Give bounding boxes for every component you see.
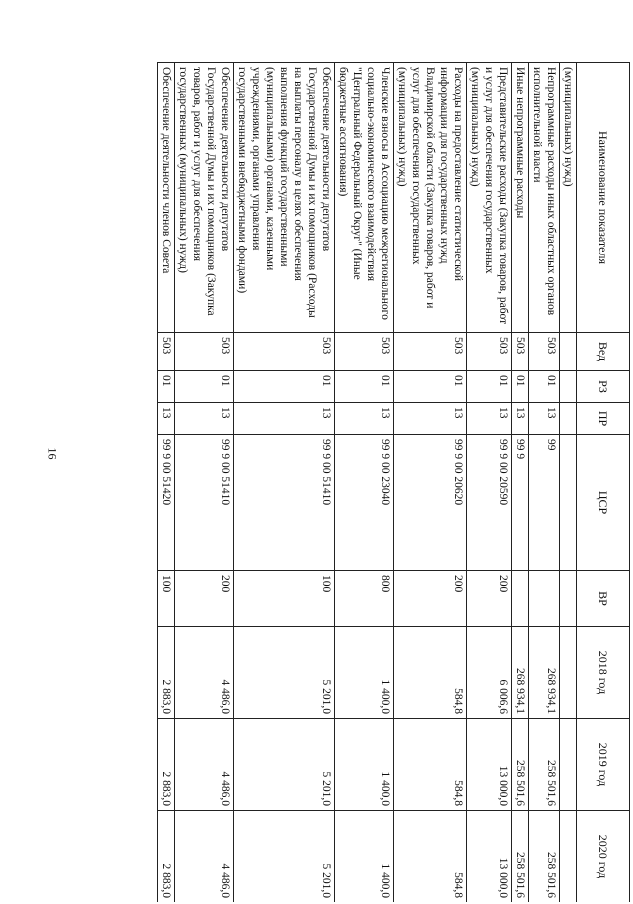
cell-2019: 4 486,0 bbox=[175, 719, 234, 811]
cell-2018: 2 883,0 bbox=[158, 627, 175, 719]
cell-csr bbox=[560, 435, 577, 571]
cell-2019: 13 000,0 bbox=[467, 719, 512, 811]
cell-2020: 4 486,0 bbox=[175, 811, 234, 903]
cell-rz: 01 bbox=[175, 371, 234, 403]
cell-2018: 268 934,1 bbox=[512, 627, 529, 719]
cell-ved: 503 bbox=[394, 333, 467, 371]
header-name: Наименование показателя bbox=[577, 63, 630, 333]
cell-rz: 01 bbox=[234, 371, 335, 403]
cell-csr: 99 9 00 20620 bbox=[394, 435, 467, 571]
cell-vr: 200 bbox=[175, 571, 234, 627]
cell-2020: 1 400,0 bbox=[335, 811, 394, 903]
cell-name: Иные непрограммные расходы bbox=[512, 63, 529, 333]
cell-pr: 13 bbox=[467, 403, 512, 435]
cell-ved: 503 bbox=[335, 333, 394, 371]
header-2020: 2020 год bbox=[577, 811, 630, 903]
cell-2018: 4 486,0 bbox=[175, 627, 234, 719]
cell-name: Обеспечение деятельности депутатов Государственной Думы и их помощников (Расходы на выплаты персоналу в целях обеспечения выполнения функций государственными (муниципальными) органами, казенными учреждениями, органами управления государственными внебюджетными фондами) bbox=[234, 63, 335, 333]
table-header-row bbox=[577, 63, 630, 903]
table-row bbox=[394, 63, 467, 903]
cell-2018: 1 400,0 bbox=[335, 627, 394, 719]
header-rz: РЗ bbox=[577, 371, 630, 403]
cell-2020: 13 000,0 bbox=[467, 811, 512, 903]
cell-name: Расходы на предоставление статистической информации для государственных нужд Владимирской области (Закупка товаров, работ и услуг для обеспечения государственных (муниципальных) нужд) bbox=[394, 63, 467, 333]
cell-rz: 01 bbox=[529, 371, 560, 403]
cell-csr: 99 9 00 23040 bbox=[335, 435, 394, 571]
cell-2020: 584,8 bbox=[394, 811, 467, 903]
cell-name: (муниципальных) нужд) bbox=[560, 63, 577, 333]
cell-2018: 5 201,0 bbox=[234, 627, 335, 719]
header-vr: ВР bbox=[577, 571, 630, 627]
cell-csr: 99 9 00 20590 bbox=[467, 435, 512, 571]
cell-2018: 268 934,1 bbox=[529, 627, 560, 719]
cell-vr: 100 bbox=[158, 571, 175, 627]
cell-rz: 01 bbox=[512, 371, 529, 403]
cell-2019 bbox=[560, 719, 577, 811]
table-row bbox=[529, 63, 560, 903]
cell-2018: 584,8 bbox=[394, 627, 467, 719]
cell-2020: 2 883,0 bbox=[158, 811, 175, 903]
cell-2019: 5 201,0 bbox=[234, 719, 335, 811]
cell-pr: 13 bbox=[512, 403, 529, 435]
cell-csr: 99 9 00 51410 bbox=[175, 435, 234, 571]
page-number: 16 bbox=[45, 447, 60, 460]
cell-vr: 200 bbox=[467, 571, 512, 627]
cell-name: Представительские расходы (Закупка товаров, работ и услуг для обеспечения государственных (муниципальных) нужд) bbox=[467, 63, 512, 333]
cell-rz: 01 bbox=[158, 371, 175, 403]
cell-vr: 100 bbox=[234, 571, 335, 627]
cell-pr: 13 bbox=[394, 403, 467, 435]
cell-ved: 503 bbox=[158, 333, 175, 371]
cell-2019: 258 501,6 bbox=[529, 719, 560, 811]
cell-rz bbox=[560, 371, 577, 403]
cell-vr bbox=[560, 571, 577, 627]
table-row bbox=[335, 63, 394, 903]
cell-ved: 503 bbox=[234, 333, 335, 371]
cell-2020: 258 501,6 bbox=[529, 811, 560, 903]
cell-2019: 1 400,0 bbox=[335, 719, 394, 811]
header-2019: 2019 год bbox=[577, 719, 630, 811]
cell-2018 bbox=[560, 627, 577, 719]
cell-pr: 13 bbox=[529, 403, 560, 435]
cell-vr: 800 bbox=[335, 571, 394, 627]
table-row bbox=[234, 63, 335, 903]
cell-ved: 503 bbox=[512, 333, 529, 371]
cell-2019: 258 501,6 bbox=[512, 719, 529, 811]
cell-name: Обеспечение деятельности членов Совета bbox=[158, 63, 175, 333]
cell-ved: 503 bbox=[467, 333, 512, 371]
budget-table bbox=[157, 62, 630, 902]
cell-csr: 99 9 00 51420 bbox=[158, 435, 175, 571]
table-row bbox=[512, 63, 529, 903]
cell-vr bbox=[512, 571, 529, 627]
cell-name: Обеспечение деятельности депутатов Государственной Думы и их помощников (Закупка товаров, работ и услуг для обеспечения государственных (муниципальных) нужд) bbox=[175, 63, 234, 333]
cell-ved bbox=[560, 333, 577, 371]
cell-vr: 200 bbox=[394, 571, 467, 627]
table-row bbox=[158, 63, 175, 903]
cell-name: Непрограммные расходы иных областных органов исполнительной власти bbox=[529, 63, 560, 333]
cell-2020 bbox=[560, 811, 577, 903]
header-csr: ЦСР bbox=[577, 435, 630, 571]
cell-rz: 01 bbox=[394, 371, 467, 403]
cell-vr bbox=[529, 571, 560, 627]
table-row bbox=[467, 63, 512, 903]
cell-2020: 258 501,6 bbox=[512, 811, 529, 903]
cell-rz: 01 bbox=[467, 371, 512, 403]
table-row bbox=[175, 63, 234, 903]
header-ved: Вед bbox=[577, 333, 630, 371]
cell-pr: 13 bbox=[158, 403, 175, 435]
header-pr: ПР bbox=[577, 403, 630, 435]
cell-pr: 13 bbox=[335, 403, 394, 435]
cell-pr bbox=[560, 403, 577, 435]
table-row bbox=[560, 63, 577, 903]
budget-table-container bbox=[90, 62, 630, 902]
cell-csr: 99 9 bbox=[512, 435, 529, 571]
cell-2018: 6 006,6 bbox=[467, 627, 512, 719]
cell-2020: 5 201,0 bbox=[234, 811, 335, 903]
cell-2019: 2 883,0 bbox=[158, 719, 175, 811]
cell-name: Членские взносы в Ассоциацию межрегионального социально-экономического взаимодействия "Центральный Федеральный Округ" (Иные бюджетные ассигнования) bbox=[335, 63, 394, 333]
cell-pr: 13 bbox=[175, 403, 234, 435]
cell-ved: 503 bbox=[175, 333, 234, 371]
header-2018: 2018 год bbox=[577, 627, 630, 719]
rotated-table-frame bbox=[90, 62, 630, 902]
cell-2019: 584,8 bbox=[394, 719, 467, 811]
cell-rz: 01 bbox=[335, 371, 394, 403]
cell-csr: 99 bbox=[529, 435, 560, 571]
cell-csr: 99 9 00 51410 bbox=[234, 435, 335, 571]
cell-pr: 13 bbox=[234, 403, 335, 435]
cell-ved: 503 bbox=[529, 333, 560, 371]
